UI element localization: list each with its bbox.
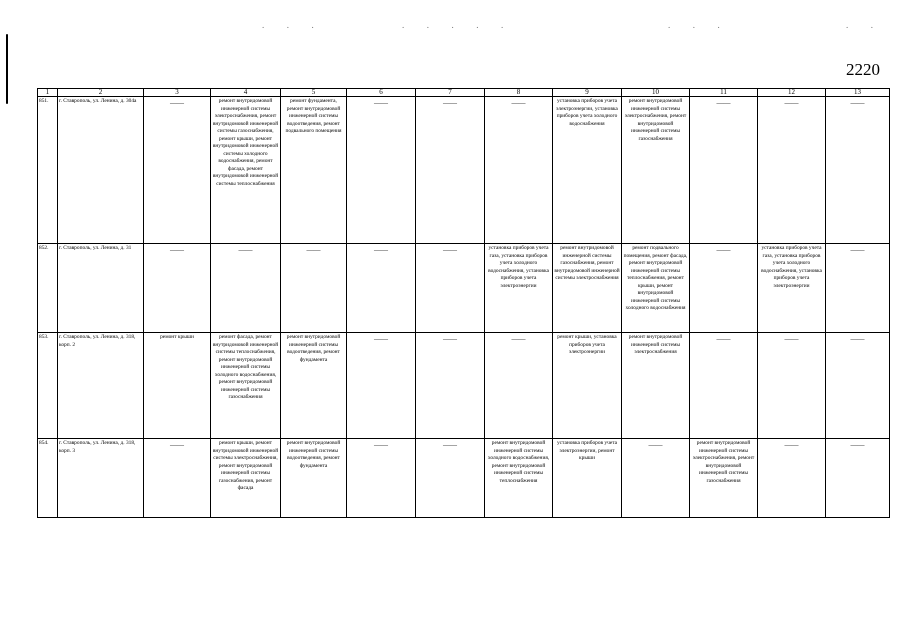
work-cell [690, 244, 758, 333]
scan-noise: . . . . . [402, 20, 510, 30]
work-cell [144, 439, 211, 518]
column-header: 13 [826, 89, 890, 97]
table-row [38, 439, 890, 518]
row-number: 851. [38, 97, 58, 244]
work-cell: ремонт подвального помещения, ремонт фасада, ремонт внутридомовой инженерной системы теплоснабжения, ремонт крыши, ремонт внутридомовой инженерной системы холодного водоснабжения [622, 244, 690, 333]
table-row [38, 244, 890, 333]
dash-placeholder: —— [238, 246, 253, 254]
work-cell: ремонт крыши, ремонт внутридомовой инженерной системы электроснабжения, ремонт внутридомовой инженерной системы газоснабжения, ремонт фасада [211, 439, 281, 518]
work-cell: ремонт внутридомовой инженерной системы электроснабжения, ремонт внутридомовой инженерной системы газоснабжения [622, 97, 690, 244]
binding-margin-line [6, 34, 8, 104]
work-cell [826, 97, 890, 244]
dash-placeholder: —— [374, 99, 388, 107]
scan-noise: . . . [668, 20, 726, 30]
column-header: 3 [144, 89, 211, 97]
dash-placeholder: —— [850, 441, 865, 449]
dash-placeholder: —— [511, 99, 526, 107]
work-cell [347, 439, 416, 518]
work-cell [622, 439, 690, 518]
work-cell: ремонт фасада, ремонт внутридомовой инженерной системы теплоснабжения, ремонт внутридомовой инженерной системы холодного водоснабжения, ремонт внутридомовой инженерной системы газоснабжения [211, 333, 281, 439]
column-header: 11 [690, 89, 758, 97]
dash-placeholder: —— [374, 441, 388, 449]
dash-placeholder: —— [170, 441, 184, 449]
dash-placeholder: —— [716, 246, 731, 254]
dash-placeholder: —— [374, 335, 388, 343]
page-number: 2220 [846, 60, 880, 79]
work-cell: ремонт внутридомовой инженерной системы электроснабжения, ремонт внутридомовой инженерной системы газоснабжения, ремонт крыши, ремонт внутридомовой инженерной системы холодного водоснабжения, ремонт фасада, ремонт внутридомовой инженерной системы теплоснабжения [211, 97, 281, 244]
work-cell [485, 333, 553, 439]
dash-placeholder: —— [648, 441, 663, 449]
dash-placeholder: —— [170, 99, 184, 107]
work-cell [347, 244, 416, 333]
dash-placeholder: —— [784, 335, 799, 343]
dash-placeholder: —— [716, 99, 731, 107]
dash-placeholder: —— [850, 99, 865, 107]
work-cell: установка приборов учета газа, установка приборов учета холодного водоснабжения, установка приборов учета электроэнергии [758, 244, 826, 333]
dash-placeholder: —— [850, 246, 865, 254]
dash-placeholder: —— [850, 335, 865, 343]
work-cell: установка приборов учета электроэнергии, установка приборов учета холодного водоснабжения [553, 97, 622, 244]
column-header: 5 [281, 89, 347, 97]
dash-placeholder: —— [443, 99, 457, 107]
work-cell: ремонт крыши [144, 333, 211, 439]
row-number: 853. [38, 333, 58, 439]
table-row [38, 97, 890, 244]
work-cell [826, 333, 890, 439]
dash-placeholder: —— [443, 246, 457, 254]
address-cell: г. Ставрополь, ул. Ленина, д. 304а [58, 97, 144, 244]
work-cell [416, 333, 485, 439]
dash-placeholder: —— [511, 335, 526, 343]
work-cell [416, 439, 485, 518]
row-number: 852. [38, 244, 58, 333]
work-cell: ремонт внутридомовой инженерной системы водоотведения, ремонт фундамента [281, 333, 347, 439]
column-header: 1 [38, 89, 58, 97]
work-cell: ремонт фундамента, ремонт внутридомовой инженерной системы водоотведения, ремонт подвального помещения [281, 97, 347, 244]
work-cell [211, 244, 281, 333]
scan-noise: . . . [262, 20, 320, 30]
work-cell [416, 244, 485, 333]
column-header: 9 [553, 89, 622, 97]
scan-noise: . . [846, 20, 879, 30]
work-cell [826, 439, 890, 518]
dash-placeholder: —— [443, 335, 457, 343]
column-header: 4 [211, 89, 281, 97]
column-header: 2 [58, 89, 144, 97]
dash-placeholder: —— [306, 246, 321, 254]
dash-placeholder: —— [784, 441, 799, 449]
work-cell [758, 439, 826, 518]
address-cell: г. Ставрополь, ул. Ленина, д. 318, корп. 3 [58, 439, 144, 518]
row-number: 854. [38, 439, 58, 518]
work-cell: ремонт крыши, установка приборов учета электроэнергии [553, 333, 622, 439]
work-cell [826, 244, 890, 333]
column-header: 10 [622, 89, 690, 97]
dash-placeholder: —— [443, 441, 457, 449]
work-cell [690, 97, 758, 244]
work-cell: ремонт внутридомовой инженерной системы электроснабжения [622, 333, 690, 439]
work-cell: установка приборов учета газа, установка приборов учета холодного водоснабжения, установка приборов учета электроэнергии [485, 244, 553, 333]
work-cell: ремонт внутридомовой инженерной системы газоснабжения, ремонт внутридомовой инженерной системы электроснабжения [553, 244, 622, 333]
table-row [38, 333, 890, 439]
dash-placeholder: —— [716, 335, 731, 343]
column-header: 7 [416, 89, 485, 97]
work-cell [416, 97, 485, 244]
work-cell [485, 97, 553, 244]
repair-schedule-table [37, 88, 890, 518]
work-cell [144, 244, 211, 333]
work-cell [347, 333, 416, 439]
work-cell [690, 333, 758, 439]
work-cell [281, 244, 347, 333]
work-cell [144, 97, 211, 244]
table-header-row [38, 89, 890, 97]
address-cell: г. Ставрополь, ул. Ленина, д. 31 [58, 244, 144, 333]
work-cell: ремонт внутридомовой инженерной системы водоотведения, ремонт фундамента [281, 439, 347, 518]
work-cell: ремонт внутридомовой инженерной системы электроснабжения, ремонт внутридомовой инженерной системы газоснабжения [690, 439, 758, 518]
work-cell [758, 333, 826, 439]
work-cell [758, 97, 826, 244]
address-cell: г. Ставрополь, ул. Ленина, д. 318, корп. 2 [58, 333, 144, 439]
dash-placeholder: —— [374, 246, 388, 254]
dash-placeholder: —— [170, 246, 184, 254]
column-header: 6 [347, 89, 416, 97]
dash-placeholder: —— [784, 99, 799, 107]
work-cell [347, 97, 416, 244]
work-cell: ремонт внутридомовой инженерной системы холодного водоснабжения, ремонт внутридомовой инженерной системы теплоснабжения [485, 439, 553, 518]
column-header: 12 [758, 89, 826, 97]
column-header: 8 [485, 89, 553, 97]
work-cell: установка приборов учета электроэнергии, ремонт крыши [553, 439, 622, 518]
